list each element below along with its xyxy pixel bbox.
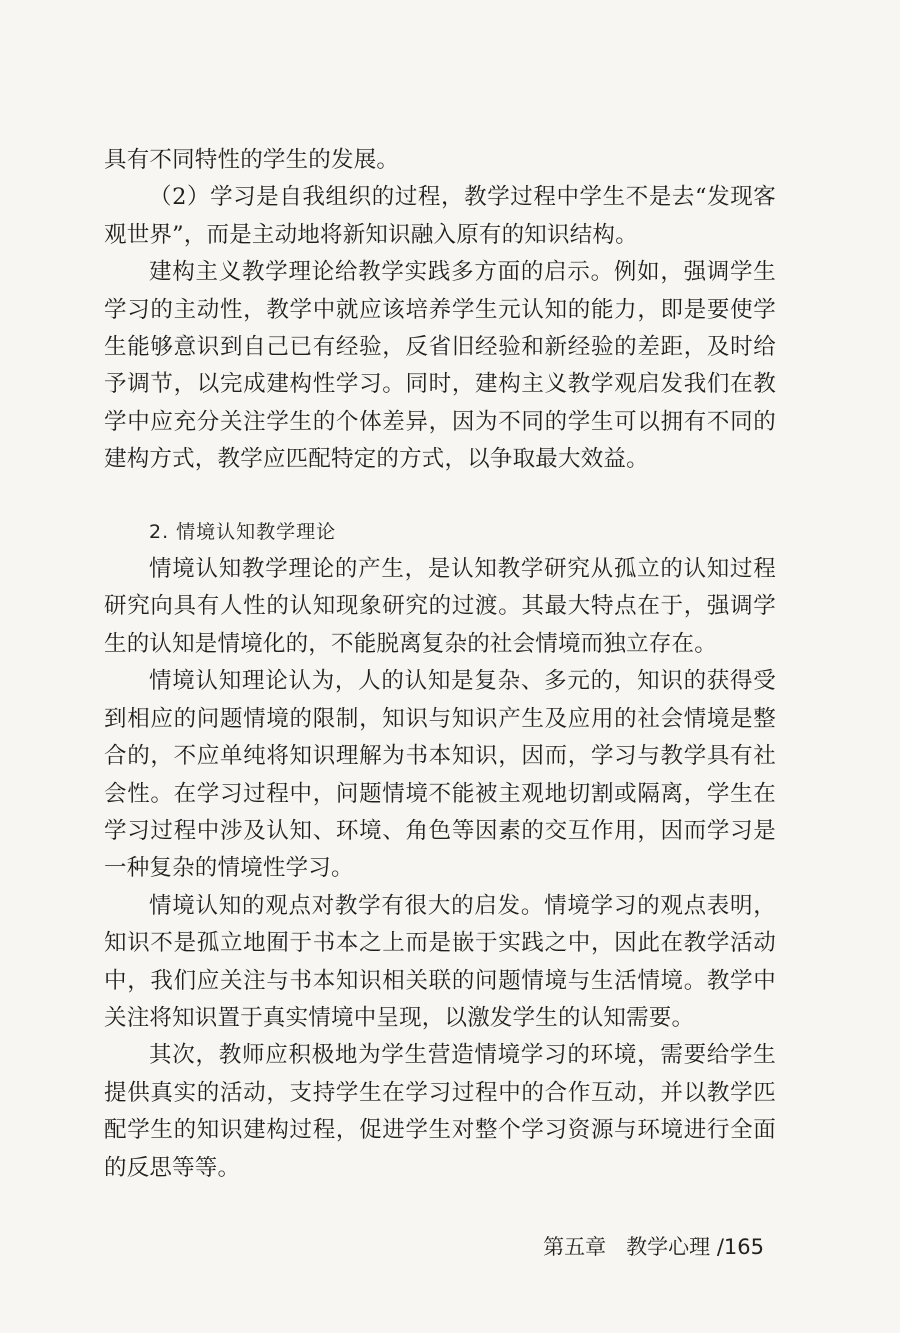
page-body — [104, 142, 776, 1187]
paragraph-continuation: 具有不同特性的学生的发展。 — [104, 147, 400, 173]
page-number: /165 — [716, 1235, 764, 1259]
paragraph-constructivism-point-2: （2）学习是自我组织的过程，教学过程中学生不是去“发现客观世界”，而是主动地将新知识融入原有的知识结构。 — [104, 184, 776, 248]
paragraph-situated-theory: 情境认知理论认为，人的认知是复杂、多元的，知识的获得受到相应的问题情境的限制，知识与知识产生及应用的社会情境是整合的，不应单纯将知识理解为书本知识，因而，学习与教学具有社会性。在学习过程中，问题情境不能被主观地切割或隔离，学生在学习过程中涉及认知、环境、角色等因素的交互作用，因而学习是一种复杂的情境性学习。 — [104, 668, 776, 882]
footer-chapter-title: 教学心理 — [626, 1235, 711, 1259]
page-footer — [0, 1234, 764, 1260]
footer-chapter: 第五章 — [543, 1235, 607, 1259]
section-heading: 2. 情境认知教学理论 — [149, 520, 337, 543]
paragraph-situated-origin: 情境认知教学理论的产生，是认知教学研究从孤立的认知过程研究向具有人性的认知现象研究的过渡。其最大特点在于，强调学生的认知是情境化的，不能脱离复杂的社会情境而独立存在。 — [104, 556, 776, 657]
paragraph-situated-implications: 情境认知的观点对教学有很大的启发。情境学习的观点表明，知识不是孤立地囿于书本之上而是嵌于实践之中，因此在教学活动中，我们应关注与书本知识相关联的问题情境与生活情境。教学中关注将知识置于真实情境中呈现，以激发学生的认知需要。 — [104, 892, 776, 1031]
paragraph-constructivism-implications: 建构主义教学理论给教学实践多方面的启示。例如，强调学生学习的主动性，教学中就应该培养学生元认知的能力，即是要使学生能够意识到自己已有经验，反省旧经验和新经验的差距，及时给予调节，以完成建构性学习。同时，建构主义教学观启发我们在教学中应充分关注学生的个体差异，因为不同的学生可以拥有不同的建构方式，教学应匹配特定的方式，以争取最大效益。 — [104, 259, 776, 473]
paragraph-teacher-role: 其次，教师应积极地为学生营造情境学习的环境，需要给学生提供真实的活动，支持学生在学习过程中的合作互动，并以教学匹配学生的知识建构过程，促进学生对整个学习资源与环境进行全面的反思等等。 — [104, 1042, 776, 1181]
